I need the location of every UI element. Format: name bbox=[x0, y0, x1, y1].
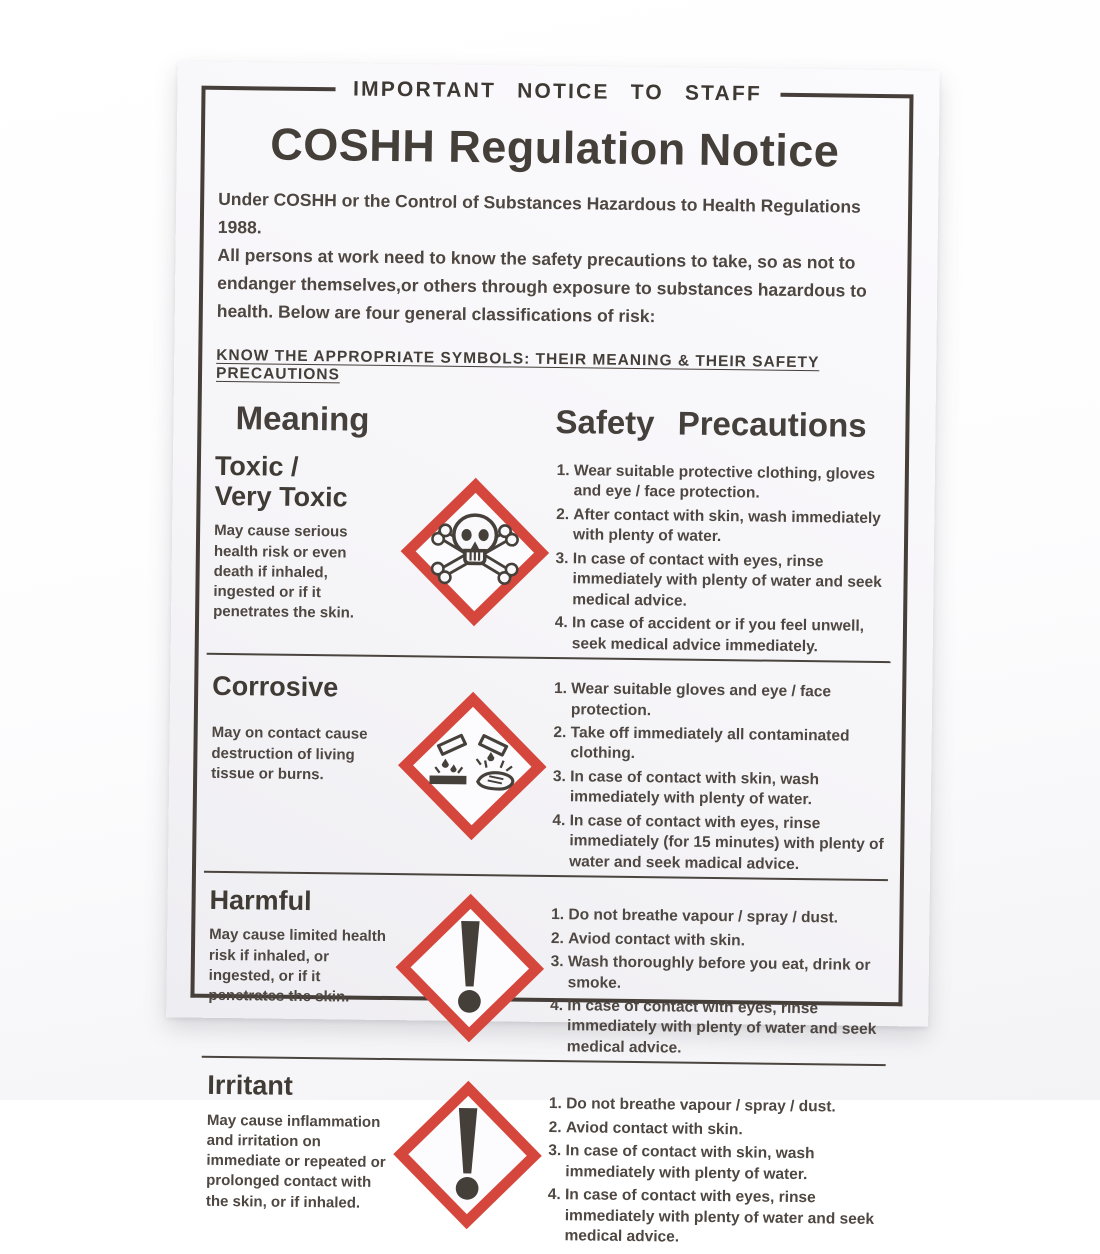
hazard-sections bbox=[199, 445, 893, 1254]
page-title: COSHH Regulation Notice bbox=[270, 118, 840, 177]
precaution-item: 2. Aviod contact with skin. bbox=[566, 1118, 883, 1142]
intro-line: endanger themselves,or others through exposure to substances hazardous to bbox=[217, 272, 867, 301]
banner-text: IMPORTANT NOTICE TO STAFF bbox=[352, 77, 763, 106]
precaution-item: 3. Wash thoroughly before you eat, drink or smoke. bbox=[568, 952, 885, 997]
skull-and-crossbones-icon bbox=[403, 480, 547, 624]
precaution-item: 4. In case of contact with eyes, rinse immediately with plenty of water and seek medical advice. bbox=[564, 1185, 882, 1250]
precaution-item: 4. In case of contact with eyes, rinse immediately (for 15 minutes) with plenty of water and seek madical advice. bbox=[569, 811, 887, 876]
hazard-description: May cause inflammation and irritation on immediate or repeated or prolonged contact with the skin, or if inhaled. bbox=[205, 1111, 386, 1212]
precaution-item: 4. In case of accident or if you feel unwell, seek medical advice immediately. bbox=[572, 613, 889, 658]
section-corrosive bbox=[204, 653, 891, 879]
precaution-item: 2. Aviod contact with skin. bbox=[568, 929, 885, 953]
corrosive-icon bbox=[400, 694, 544, 838]
hazard-meaning bbox=[207, 445, 401, 625]
precautions-list bbox=[544, 877, 888, 1064]
precaution-item: 4. In case of contact with eyes, rinse immediately with plenty of water and seek medical advice. bbox=[567, 996, 885, 1061]
intro-paragraph bbox=[217, 185, 893, 333]
column-header-meaning: Meaning bbox=[235, 399, 370, 438]
precaution-item: 2. After contact with skin, wash immediately with plenty of water. bbox=[573, 505, 890, 550]
intro-line: All persons at work need to know the safety precautions to take, so as not to bbox=[217, 244, 856, 273]
hazard-meaning bbox=[202, 873, 396, 1009]
coshh-notice-poster bbox=[166, 61, 940, 1246]
hazard-description: May cause serious health risk or even death if inhaled, ingested or if it penetrates the skin. bbox=[213, 522, 355, 623]
poster-border-frame bbox=[190, 77, 913, 1246]
banner-row bbox=[202, 77, 914, 106]
hazard-meaning bbox=[205, 655, 399, 786]
section-toxic bbox=[207, 445, 893, 661]
precaution-item: 3. In case of contact with skin, wash immediately with plenty of water. bbox=[565, 1141, 882, 1186]
precaution-item: 3. In case of contact with skin, wash immediately with plenty of water. bbox=[570, 767, 887, 812]
precautions-list bbox=[546, 659, 891, 879]
border-segment-left bbox=[202, 86, 336, 92]
hazard-title: Irritant bbox=[207, 1070, 294, 1102]
section-irritant bbox=[199, 1056, 885, 1254]
column-headers bbox=[209, 399, 893, 445]
hazard-description: May cause limited health risk if inhaled, or ingested, or if it penetrates the skin. bbox=[208, 926, 387, 1006]
precautions-list bbox=[549, 449, 894, 661]
hazard-title: Harmful bbox=[209, 884, 312, 917]
symbols-subheading: KNOW THE APPROPRIATE SYMBOLS: THEIR MEANING & THEIR SAFETY PRECAUTIONS bbox=[215, 346, 820, 384]
intro-line: health. Below are four general classifications of risk: bbox=[216, 300, 656, 327]
border-segment-right bbox=[780, 93, 914, 99]
hazard-title: Corrosive bbox=[212, 670, 339, 703]
hazard-description: May on contact cause destruction of living tissue or burns. bbox=[211, 724, 368, 784]
precaution-item: 1. Do not breathe vapour / spray / dust. bbox=[566, 1095, 883, 1119]
precautions-list bbox=[541, 1062, 885, 1253]
section-harmful bbox=[202, 871, 888, 1065]
exclamation-mark-icon bbox=[396, 1083, 540, 1227]
hazard-title: Toxic / Very Toxic bbox=[214, 450, 348, 513]
exclamation-mark-icon bbox=[398, 896, 542, 1040]
precaution-item: 2. Take off immediately all contaminated clothing. bbox=[570, 723, 887, 768]
precaution-item: 1. Wear suitable gloves and eye / face protection. bbox=[571, 679, 888, 724]
precaution-item: 1. Wear suitable protective clothing, gloves and eye / face protection. bbox=[574, 461, 891, 506]
hazard-meaning bbox=[200, 1058, 394, 1214]
intro-line: Under COSHH or the Control of Substances Hazardous to Health Regulations 1988. bbox=[217, 188, 861, 238]
precaution-item: 1. Do not breathe vapour / spray / dust. bbox=[568, 905, 885, 929]
precaution-item: 3. In case of contact with eyes, rinse immediately with plenty of water and seek medical advice. bbox=[572, 549, 890, 614]
column-header-precautions: Safety Precautions bbox=[555, 403, 867, 444]
